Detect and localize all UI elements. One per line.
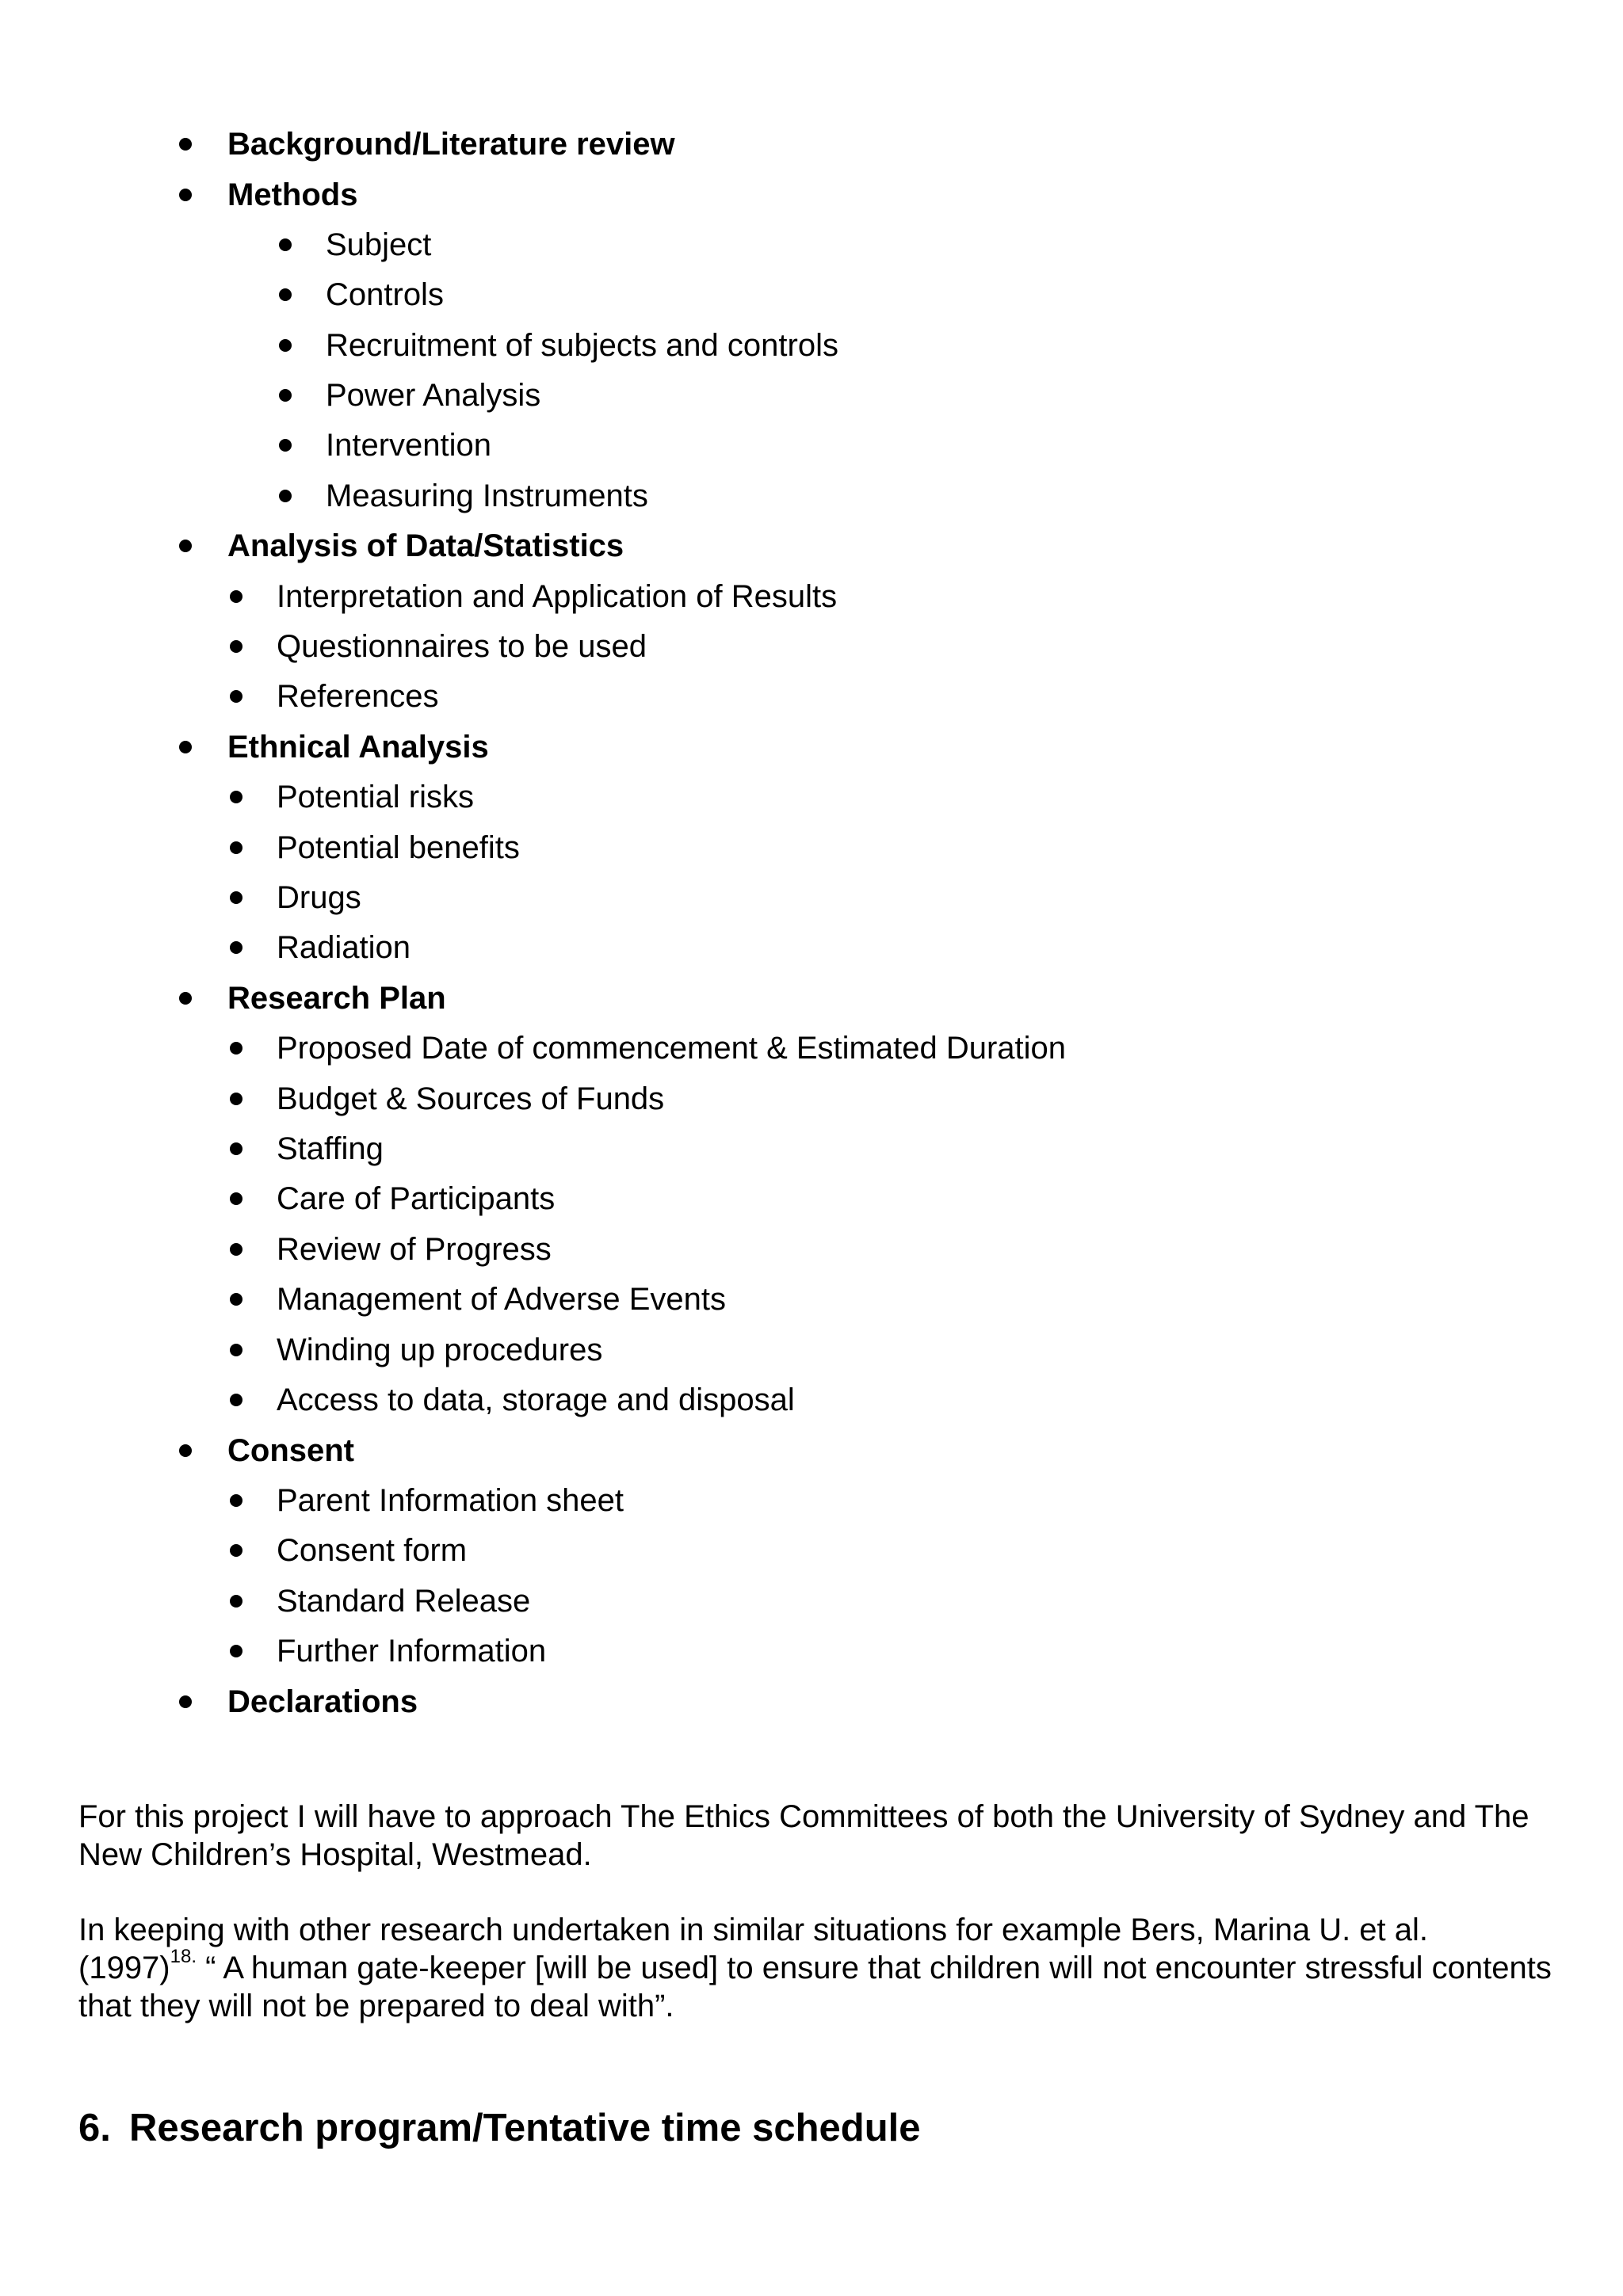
bullet (230, 1394, 242, 1406)
bullet (279, 490, 292, 502)
consent-item-info-sheet: Parent Information sheet (277, 1483, 624, 1518)
bullet (179, 189, 192, 201)
bullet (279, 339, 292, 352)
bullet (179, 1444, 192, 1457)
bullet (179, 741, 192, 753)
bullet (230, 1645, 242, 1657)
bullet (230, 1142, 242, 1155)
plan-item-staffing: Staffing (277, 1131, 384, 1166)
bullet (230, 1595, 242, 1608)
outline-background: Background/Literature review (227, 127, 675, 162)
bullet (230, 841, 242, 854)
analysis-item-questionnaires: Questionnaires to be used (277, 629, 647, 664)
citation-superscript: 18. (170, 1946, 197, 1967)
paragraph-gatekeeper-text: In keeping with other research undertaken in similar situations for example Bers, Marina U. et al. (1997) (78, 1913, 1429, 1985)
plan-item-review: Review of Progress (277, 1232, 552, 1267)
bullet (230, 640, 242, 653)
paragraph-ethics-committees: For this project I will have to approach The Ethics Committees of both the University of Sydney and The New Children’s Hospital, Westmead. (78, 1799, 1529, 1872)
ethics-item-risks: Potential risks (277, 780, 474, 814)
bullet (279, 389, 292, 402)
bullet (279, 288, 292, 301)
methods-item-recruitment: Recruitment of subjects and controls (326, 328, 838, 363)
methods-item-subject: Subject (326, 227, 432, 262)
bullet (279, 439, 292, 452)
bullet (230, 1042, 242, 1055)
bullet (230, 891, 242, 904)
outline-declarations: Declarations (227, 1684, 418, 1719)
outline-consent: Consent (227, 1433, 354, 1468)
bullet (179, 138, 192, 151)
outline-methods: Methods (227, 177, 358, 212)
bullet (230, 1344, 242, 1356)
consent-item-form: Consent form (277, 1533, 468, 1568)
bullet (179, 540, 192, 552)
plan-item-winding-up: Winding up procedures (277, 1333, 603, 1367)
bullet (179, 992, 192, 1005)
section-number: 6. (78, 2107, 111, 2149)
consent-item-further-info: Further Information (277, 1634, 547, 1669)
outline-research-plan: Research Plan (227, 981, 446, 1016)
ethics-item-radiation: Radiation (277, 930, 411, 965)
bullet (230, 1494, 242, 1507)
bullet (230, 590, 242, 603)
section-heading (78, 2104, 921, 2152)
section-title: Research program/Tentative time schedule (129, 2107, 921, 2149)
plan-item-commencement: Proposed Date of commencement & Estimated Duration (277, 1031, 1067, 1066)
consent-item-release: Standard Release (277, 1584, 531, 1619)
methods-item-instruments: Measuring Instruments (326, 479, 648, 513)
bullet (279, 238, 292, 251)
bullet (230, 690, 242, 703)
plan-item-data-access: Access to data, storage and disposal (277, 1383, 795, 1417)
plan-item-budget: Budget & Sources of Funds (277, 1081, 665, 1116)
ethics-item-drugs: Drugs (277, 880, 361, 915)
paragraph-gatekeeper-quote: “ A human gate-keeper [will be used] to ensure that children will not encounter stressful contents that they will not be prepared to deal with”. (78, 1951, 1552, 2023)
bullet (230, 1192, 242, 1205)
methods-item-intervention: Intervention (326, 428, 492, 463)
bullet (230, 1293, 242, 1306)
ethics-item-benefits: Potential benefits (277, 830, 520, 865)
plan-item-adverse-events: Management of Adverse Events (277, 1282, 726, 1317)
analysis-item-references: References (277, 679, 439, 714)
methods-item-controls: Controls (326, 277, 444, 312)
analysis-item-interpretation: Interpretation and Application of Results (277, 579, 838, 614)
bullet (230, 1093, 242, 1105)
plan-item-care: Care of Participants (277, 1181, 556, 1216)
bullet (230, 791, 242, 803)
paragraph-gatekeeper (78, 1911, 1552, 2025)
bullet (179, 1695, 192, 1708)
bullet (230, 941, 242, 954)
bullet (230, 1544, 242, 1557)
outline-ethics: Ethnical Analysis (227, 730, 489, 765)
outline-analysis: Analysis of Data/Statistics (227, 528, 624, 563)
methods-item-power-analysis: Power Analysis (326, 378, 541, 413)
bullet (230, 1243, 242, 1256)
